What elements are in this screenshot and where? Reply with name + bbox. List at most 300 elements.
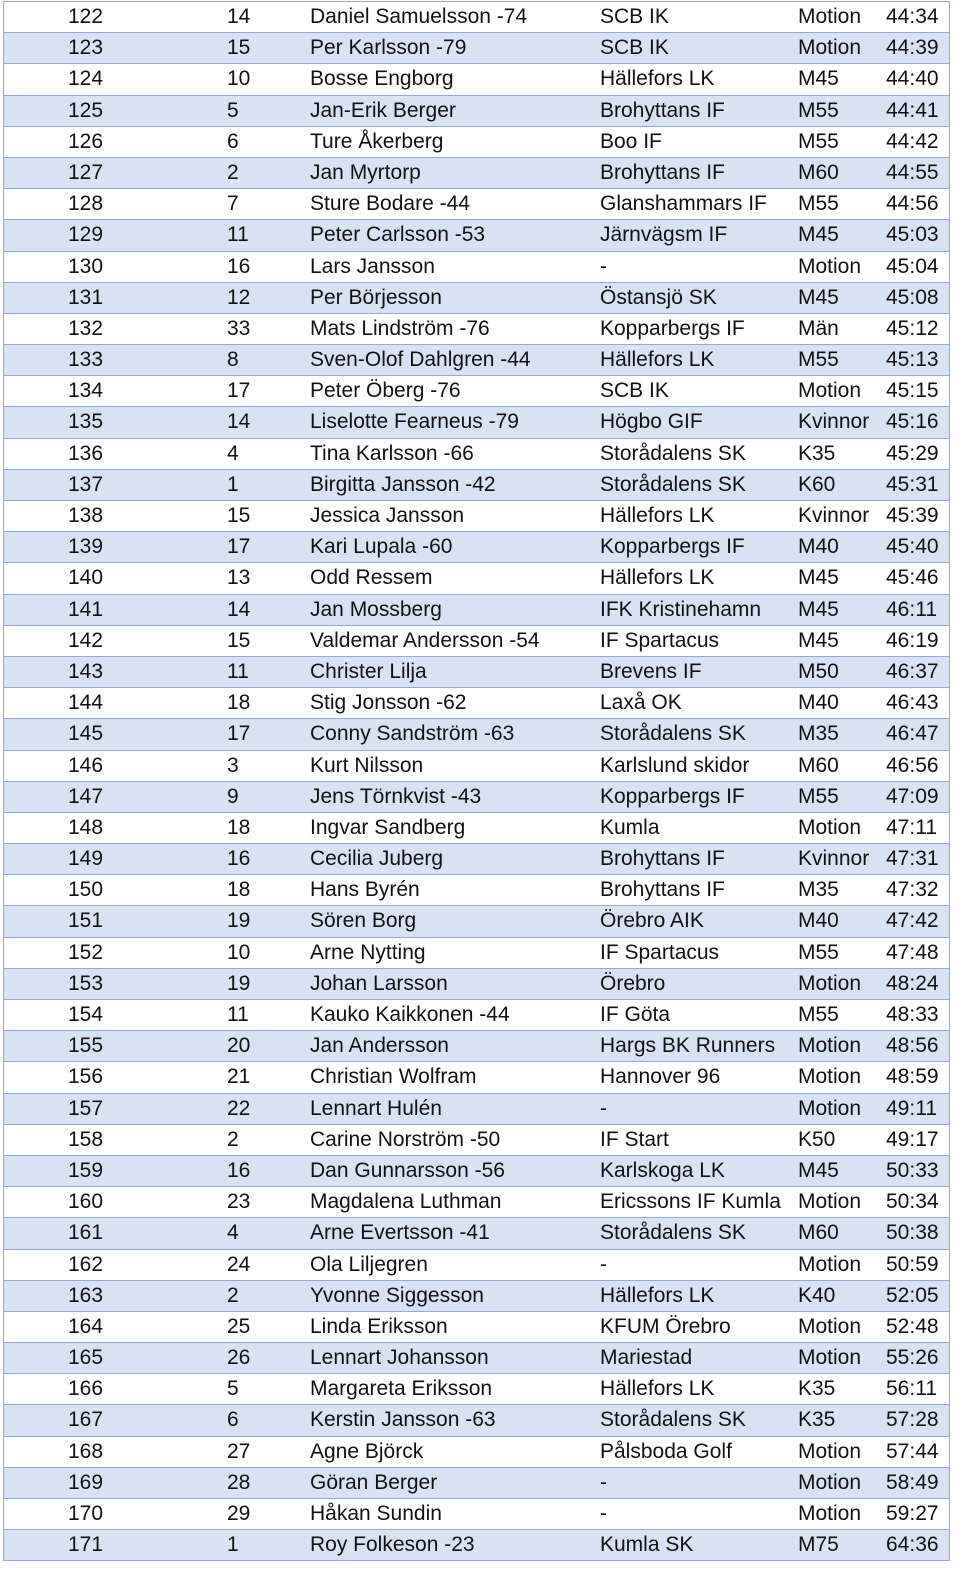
club-name: Brohyttans IF <box>600 878 725 902</box>
club-name: Hällefors LK <box>600 1283 715 1307</box>
overall-place: 168 <box>68 1439 104 1463</box>
table-row <box>3 2 950 33</box>
finish-time: 55:26 <box>886 1346 939 1370</box>
overall-place: 163 <box>68 1283 104 1307</box>
table-row <box>3 813 950 844</box>
table-row <box>3 1156 950 1187</box>
finish-time: 46:43 <box>886 691 939 715</box>
category: M55 <box>798 348 839 372</box>
overall-place: 131 <box>68 285 104 309</box>
class-place: 29 <box>227 1502 251 1525</box>
runner-name: Margareta Eriksson <box>310 1377 493 1401</box>
finish-time: 46:19 <box>886 628 939 652</box>
class-place: 33 <box>227 316 251 340</box>
table-row <box>3 1000 950 1031</box>
table-row <box>3 875 950 906</box>
category: Motion <box>798 1034 862 1058</box>
table-row <box>3 844 950 875</box>
overall-place: 161 <box>68 1221 104 1245</box>
club-name: Hällefors LK <box>600 566 715 590</box>
table-row <box>3 1187 950 1218</box>
class-place: 15 <box>227 504 251 527</box>
finish-time: 46:11 <box>886 597 937 621</box>
table-row <box>3 938 950 969</box>
overall-place: 152 <box>68 940 104 964</box>
runner-name: Göran Berger <box>310 1470 438 1494</box>
category: Motion <box>798 1346 862 1370</box>
table-row <box>3 1031 950 1062</box>
class-place: 14 <box>227 5 251 28</box>
finish-time: 50:59 <box>886 1252 939 1276</box>
class-place: 14 <box>227 410 251 434</box>
class-place: 24 <box>227 1252 251 1276</box>
finish-time: 47:42 <box>886 909 939 933</box>
runner-name: Kauko Kaikkonen -44 <box>310 1003 510 1026</box>
category: Motion <box>798 1065 862 1089</box>
overall-place: 127 <box>68 160 104 184</box>
table-row <box>3 595 950 626</box>
category: M40 <box>798 535 839 559</box>
runner-name: Sven-Olof Dahlgren -44 <box>310 348 531 372</box>
class-place: 20 <box>227 1034 251 1058</box>
runner-name: Bosse Engborg <box>310 67 454 91</box>
class-place: 13 <box>227 566 251 590</box>
club-name: Hällefors LK <box>600 67 715 91</box>
overall-place: 157 <box>68 1096 104 1120</box>
overall-place: 141 <box>68 597 104 621</box>
category: Motion <box>798 379 862 403</box>
runner-name: Ture Åkerberg <box>310 129 444 153</box>
class-place: 14 <box>227 597 251 621</box>
category: M55 <box>798 940 839 964</box>
finish-time: 49:17 <box>886 1127 939 1151</box>
category: K35 <box>798 1377 836 1401</box>
category: Motion <box>798 1096 862 1120</box>
class-place: 5 <box>227 98 239 122</box>
finish-time: 52:05 <box>886 1283 939 1307</box>
club-name: Brevens IF <box>600 659 702 683</box>
runner-name: Valdemar Andersson -54 <box>310 628 540 652</box>
table-row <box>3 688 950 719</box>
overall-place: 155 <box>68 1034 104 1058</box>
runner-name: Daniel Samuelsson -74 <box>310 5 528 28</box>
overall-place: 137 <box>68 472 104 496</box>
runner-name: Dan Gunnarsson -56 <box>310 1158 505 1182</box>
club-name: Östansjö SK <box>600 285 717 309</box>
table-row <box>3 969 950 1000</box>
category: Motion <box>798 815 862 839</box>
overall-place: 135 <box>68 410 104 434</box>
category: M45 <box>798 1158 839 1182</box>
table-row <box>3 64 950 95</box>
category: M75 <box>798 1533 839 1557</box>
overall-place: 162 <box>68 1252 104 1276</box>
table-row <box>3 719 950 750</box>
overall-place: 146 <box>68 753 104 777</box>
runner-name: Magdalena Luthman <box>310 1190 502 1214</box>
category: Motion <box>798 1439 862 1463</box>
runner-name: Jessica Jansson <box>310 504 465 527</box>
table-row <box>3 906 950 937</box>
category: K35 <box>798 1408 836 1432</box>
runner-name: Christian Wolfram <box>310 1065 477 1089</box>
club-name: Ericssons IF Kumla <box>600 1190 781 1214</box>
finish-time: 44:56 <box>886 192 939 216</box>
runner-name: Stig Jonsson -62 <box>310 691 467 715</box>
class-place: 7 <box>227 192 239 216</box>
results-table <box>3 1 950 1561</box>
runner-name: Liselotte Fearneus -79 <box>310 410 519 434</box>
table-row <box>3 470 950 501</box>
finish-time: 47:32 <box>886 878 939 902</box>
table-row <box>3 1343 950 1374</box>
table-row <box>3 1437 950 1468</box>
club-name: Hällefors LK <box>600 1377 715 1401</box>
class-place: 1 <box>227 472 239 496</box>
club-name: Storådalens SK <box>600 1221 746 1245</box>
finish-time: 44:42 <box>886 129 939 153</box>
overall-place: 165 <box>68 1346 104 1370</box>
class-place: 28 <box>227 1470 251 1494</box>
runner-name: Mats Lindström -76 <box>310 316 490 340</box>
finish-time: 57:44 <box>886 1439 939 1463</box>
finish-time: 45:04 <box>886 254 939 278</box>
runner-name: Johan Larsson <box>310 971 448 995</box>
table-row <box>3 563 950 594</box>
category: Motion <box>798 1314 862 1338</box>
runner-name: Lars Jansson <box>310 254 435 278</box>
table-row <box>3 1530 950 1561</box>
category: Motion <box>798 1252 862 1276</box>
club-name: KFUM Örebro <box>600 1314 731 1338</box>
finish-time: 45:03 <box>886 223 939 247</box>
overall-place: 159 <box>68 1158 104 1182</box>
finish-time: 45:31 <box>886 472 939 496</box>
runner-name: Sture Bodare -44 <box>310 192 470 216</box>
club-name: Boo IF <box>600 129 662 153</box>
runner-name: Kari Lupala -60 <box>310 535 453 559</box>
runner-name: Yvonne Siggesson <box>310 1283 484 1307</box>
club-name: Hällefors LK <box>600 348 715 372</box>
class-place: 8 <box>227 348 239 372</box>
finish-time: 52:48 <box>886 1314 939 1338</box>
runner-name: Jan Mossberg <box>310 597 442 621</box>
finish-time: 45:08 <box>886 285 939 309</box>
category: M55 <box>798 1003 839 1026</box>
club-name: - <box>600 1096 607 1120</box>
runner-name: Lennart Hulén <box>310 1096 442 1120</box>
finish-time: 57:28 <box>886 1408 939 1432</box>
club-name: Karlslund skidor <box>600 753 750 777</box>
table-row <box>3 439 950 470</box>
class-place: 10 <box>227 67 251 91</box>
finish-time: 47:11 <box>886 815 937 839</box>
runner-name: Per Karlsson -79 <box>310 36 467 60</box>
table-row <box>3 657 950 688</box>
overall-place: 164 <box>68 1314 104 1338</box>
overall-place: 140 <box>68 566 104 590</box>
finish-time: 45:16 <box>886 410 939 434</box>
runner-name: Ola Liljegren <box>310 1252 428 1276</box>
club-name: Kopparbergs IF <box>600 535 745 559</box>
overall-place: 145 <box>68 722 104 746</box>
overall-place: 170 <box>68 1502 104 1525</box>
runner-name: Peter Carlsson -53 <box>310 223 486 247</box>
class-place: 15 <box>227 36 251 60</box>
class-place: 12 <box>227 285 251 309</box>
runner-name: Arne Nytting <box>310 940 426 964</box>
category: Motion <box>798 5 862 28</box>
club-name: IF Spartacus <box>600 628 720 652</box>
category: Motion <box>798 36 862 60</box>
category: K60 <box>798 472 836 496</box>
finish-time: 45:46 <box>886 566 939 590</box>
category: M45 <box>798 597 839 621</box>
class-place: 16 <box>227 1158 251 1182</box>
overall-place: 160 <box>68 1190 104 1214</box>
finish-time: 44:40 <box>886 67 939 91</box>
table-row <box>3 252 950 283</box>
overall-place: 124 <box>68 67 104 91</box>
runner-name: Roy Folkeson -23 <box>310 1533 475 1557</box>
overall-place: 126 <box>68 129 104 153</box>
class-place: 11 <box>227 223 249 247</box>
runner-name: Christer Lilja <box>310 659 427 683</box>
category: M35 <box>798 722 839 746</box>
finish-time: 56:11 <box>886 1377 937 1401</box>
finish-time: 64:36 <box>886 1533 939 1557</box>
club-name: - <box>600 254 607 278</box>
class-place: 19 <box>227 971 251 995</box>
club-name: Hannover 96 <box>600 1065 721 1089</box>
runner-name: Per Börjesson <box>310 285 442 309</box>
table-row <box>3 376 950 407</box>
table-row <box>3 1281 950 1312</box>
category: Motion <box>798 1470 862 1494</box>
overall-place: 151 <box>68 909 104 933</box>
overall-place: 148 <box>68 815 104 839</box>
class-place: 6 <box>227 1408 239 1432</box>
runner-name: Jan Myrtorp <box>310 160 421 184</box>
class-place: 2 <box>227 160 239 184</box>
club-name: Högbo GIF <box>600 410 703 434</box>
runner-name: Conny Sandström -63 <box>310 722 515 746</box>
table-row <box>3 314 950 345</box>
class-place: 16 <box>227 254 251 278</box>
category: Motion <box>798 971 862 995</box>
category: Motion <box>798 1190 862 1214</box>
table-row <box>3 782 950 813</box>
category: M45 <box>798 628 839 652</box>
overall-place: 139 <box>68 535 104 559</box>
club-name: IF Göta <box>600 1003 671 1026</box>
finish-time: 50:38 <box>886 1221 939 1245</box>
club-name: Karlskoga LK <box>600 1158 725 1182</box>
overall-place: 167 <box>68 1408 104 1432</box>
category: K50 <box>798 1127 836 1151</box>
category: Kvinnor <box>798 410 870 434</box>
class-place: 17 <box>227 379 251 403</box>
class-place: 22 <box>227 1096 251 1120</box>
finish-time: 47:31 <box>886 847 939 871</box>
club-name: Brohyttans IF <box>600 98 725 122</box>
club-name: Kopparbergs IF <box>600 316 745 340</box>
table-row <box>3 1405 950 1436</box>
finish-time: 45:39 <box>886 504 939 527</box>
class-place: 16 <box>227 847 251 871</box>
class-place: 18 <box>227 878 251 902</box>
category: M45 <box>798 67 839 91</box>
finish-time: 48:33 <box>886 1003 939 1026</box>
category: M50 <box>798 659 839 683</box>
runner-name: Linda Eriksson <box>310 1314 448 1338</box>
table-row <box>3 1250 950 1281</box>
club-name: Storådalens SK <box>600 722 746 746</box>
runner-name: Tina Karlsson -66 <box>310 441 474 465</box>
table-row <box>3 751 950 782</box>
table-row <box>3 1499 950 1530</box>
class-place: 10 <box>227 940 251 964</box>
club-name: Örebro AIK <box>600 909 704 933</box>
table-row <box>3 1218 950 1249</box>
finish-time: 47:48 <box>886 940 939 964</box>
class-place: 2 <box>227 1127 239 1151</box>
runner-name: Ingvar Sandberg <box>310 815 466 839</box>
table-row <box>3 33 950 64</box>
table-row <box>3 532 950 563</box>
class-place: 2 <box>227 1283 239 1307</box>
club-name: Glanshammars IF <box>600 192 767 216</box>
table-row <box>3 345 950 376</box>
finish-time: 58:49 <box>886 1470 939 1494</box>
class-place: 11 <box>227 659 249 683</box>
class-place: 5 <box>227 1377 239 1401</box>
finish-time: 44:41 <box>886 98 939 122</box>
category: Kvinnor <box>798 847 870 871</box>
overall-place: 134 <box>68 379 104 403</box>
class-place: 27 <box>227 1439 251 1463</box>
table-row <box>3 1062 950 1093</box>
club-name: - <box>600 1252 607 1276</box>
club-name: - <box>600 1470 607 1494</box>
overall-place: 171 <box>68 1533 104 1557</box>
finish-time: 44:34 <box>886 5 939 28</box>
overall-place: 166 <box>68 1377 104 1401</box>
class-place: 18 <box>227 815 251 839</box>
club-name: Storådalens SK <box>600 1408 746 1432</box>
overall-place: 138 <box>68 504 104 527</box>
runner-name: Jan-Erik Berger <box>310 98 456 122</box>
club-name: Brohyttans IF <box>600 847 725 871</box>
finish-time: 45:15 <box>886 379 939 403</box>
overall-place: 122 <box>68 5 104 28</box>
runner-name: Carine Norström -50 <box>310 1127 501 1151</box>
runner-name: Agne Björck <box>310 1439 424 1463</box>
overall-place: 169 <box>68 1470 104 1494</box>
table-row <box>3 96 950 127</box>
finish-time: 46:37 <box>886 659 939 683</box>
runner-name: Peter Öberg -76 <box>310 379 461 403</box>
club-name: Hargs BK Runners <box>600 1034 776 1058</box>
club-name: - <box>600 1502 607 1525</box>
category: K35 <box>798 441 836 465</box>
category: M55 <box>798 784 839 808</box>
table-row <box>3 1094 950 1125</box>
club-name: IFK Kristinehamn <box>600 597 762 621</box>
table-row <box>3 127 950 158</box>
class-place: 26 <box>227 1346 251 1370</box>
club-name: Laxå OK <box>600 691 682 715</box>
category: M45 <box>798 223 839 247</box>
finish-time: 48:56 <box>886 1034 939 1058</box>
overall-place: 153 <box>68 971 104 995</box>
finish-time: 45:29 <box>886 441 939 465</box>
club-name: SCB IK <box>600 5 669 28</box>
runner-name: Kerstin Jansson -63 <box>310 1408 496 1432</box>
category: M40 <box>798 691 839 715</box>
overall-place: 125 <box>68 98 104 122</box>
runner-name: Jan Andersson <box>310 1034 449 1058</box>
overall-place: 132 <box>68 316 104 340</box>
table-row <box>3 626 950 657</box>
finish-time: 46:56 <box>886 753 939 777</box>
table-row <box>3 1125 950 1156</box>
table-row <box>3 220 950 251</box>
table-row <box>3 1312 950 1343</box>
club-name: Örebro <box>600 971 666 995</box>
finish-time: 59:27 <box>886 1502 939 1525</box>
runner-name: Birgitta Jansson -42 <box>310 472 496 496</box>
category: M60 <box>798 1221 839 1245</box>
table-row <box>3 1374 950 1405</box>
overall-place: 158 <box>68 1127 104 1151</box>
category: K40 <box>798 1283 836 1307</box>
overall-place: 128 <box>68 192 104 216</box>
finish-time: 45:12 <box>886 316 939 340</box>
finish-time: 49:11 <box>886 1096 937 1120</box>
class-place: 6 <box>227 129 239 153</box>
finish-time: 45:40 <box>886 535 939 559</box>
class-place: 18 <box>227 691 251 715</box>
overall-place: 150 <box>68 878 104 902</box>
table-row <box>3 283 950 314</box>
category: Kvinnor <box>798 504 870 527</box>
category: M40 <box>798 909 839 933</box>
runner-name: Jens Törnkvist -43 <box>310 784 482 808</box>
class-place: 19 <box>227 909 251 933</box>
category: Motion <box>798 254 862 278</box>
runner-name: Odd Ressem <box>310 566 433 590</box>
club-name: Storådalens SK <box>600 441 746 465</box>
class-place: 3 <box>227 753 239 777</box>
runner-name: Kurt Nilsson <box>310 753 424 777</box>
club-name: Brohyttans IF <box>600 160 725 184</box>
class-place: 21 <box>227 1065 251 1089</box>
club-name: Järnvägsm IF <box>600 223 728 247</box>
club-name: Kopparbergs IF <box>600 784 745 808</box>
category: M45 <box>798 285 839 309</box>
runner-name: Håkan Sundin <box>310 1502 442 1525</box>
category: M35 <box>798 878 839 902</box>
club-name: IF Spartacus <box>600 940 720 964</box>
table-row <box>3 1468 950 1499</box>
runner-name: Arne Evertsson -41 <box>310 1221 490 1245</box>
category: M55 <box>798 129 839 153</box>
class-place: 17 <box>227 535 251 559</box>
finish-time: 50:33 <box>886 1158 939 1182</box>
club-name: Mariestad <box>600 1346 693 1370</box>
runner-name: Cecilia Juberg <box>310 847 444 871</box>
